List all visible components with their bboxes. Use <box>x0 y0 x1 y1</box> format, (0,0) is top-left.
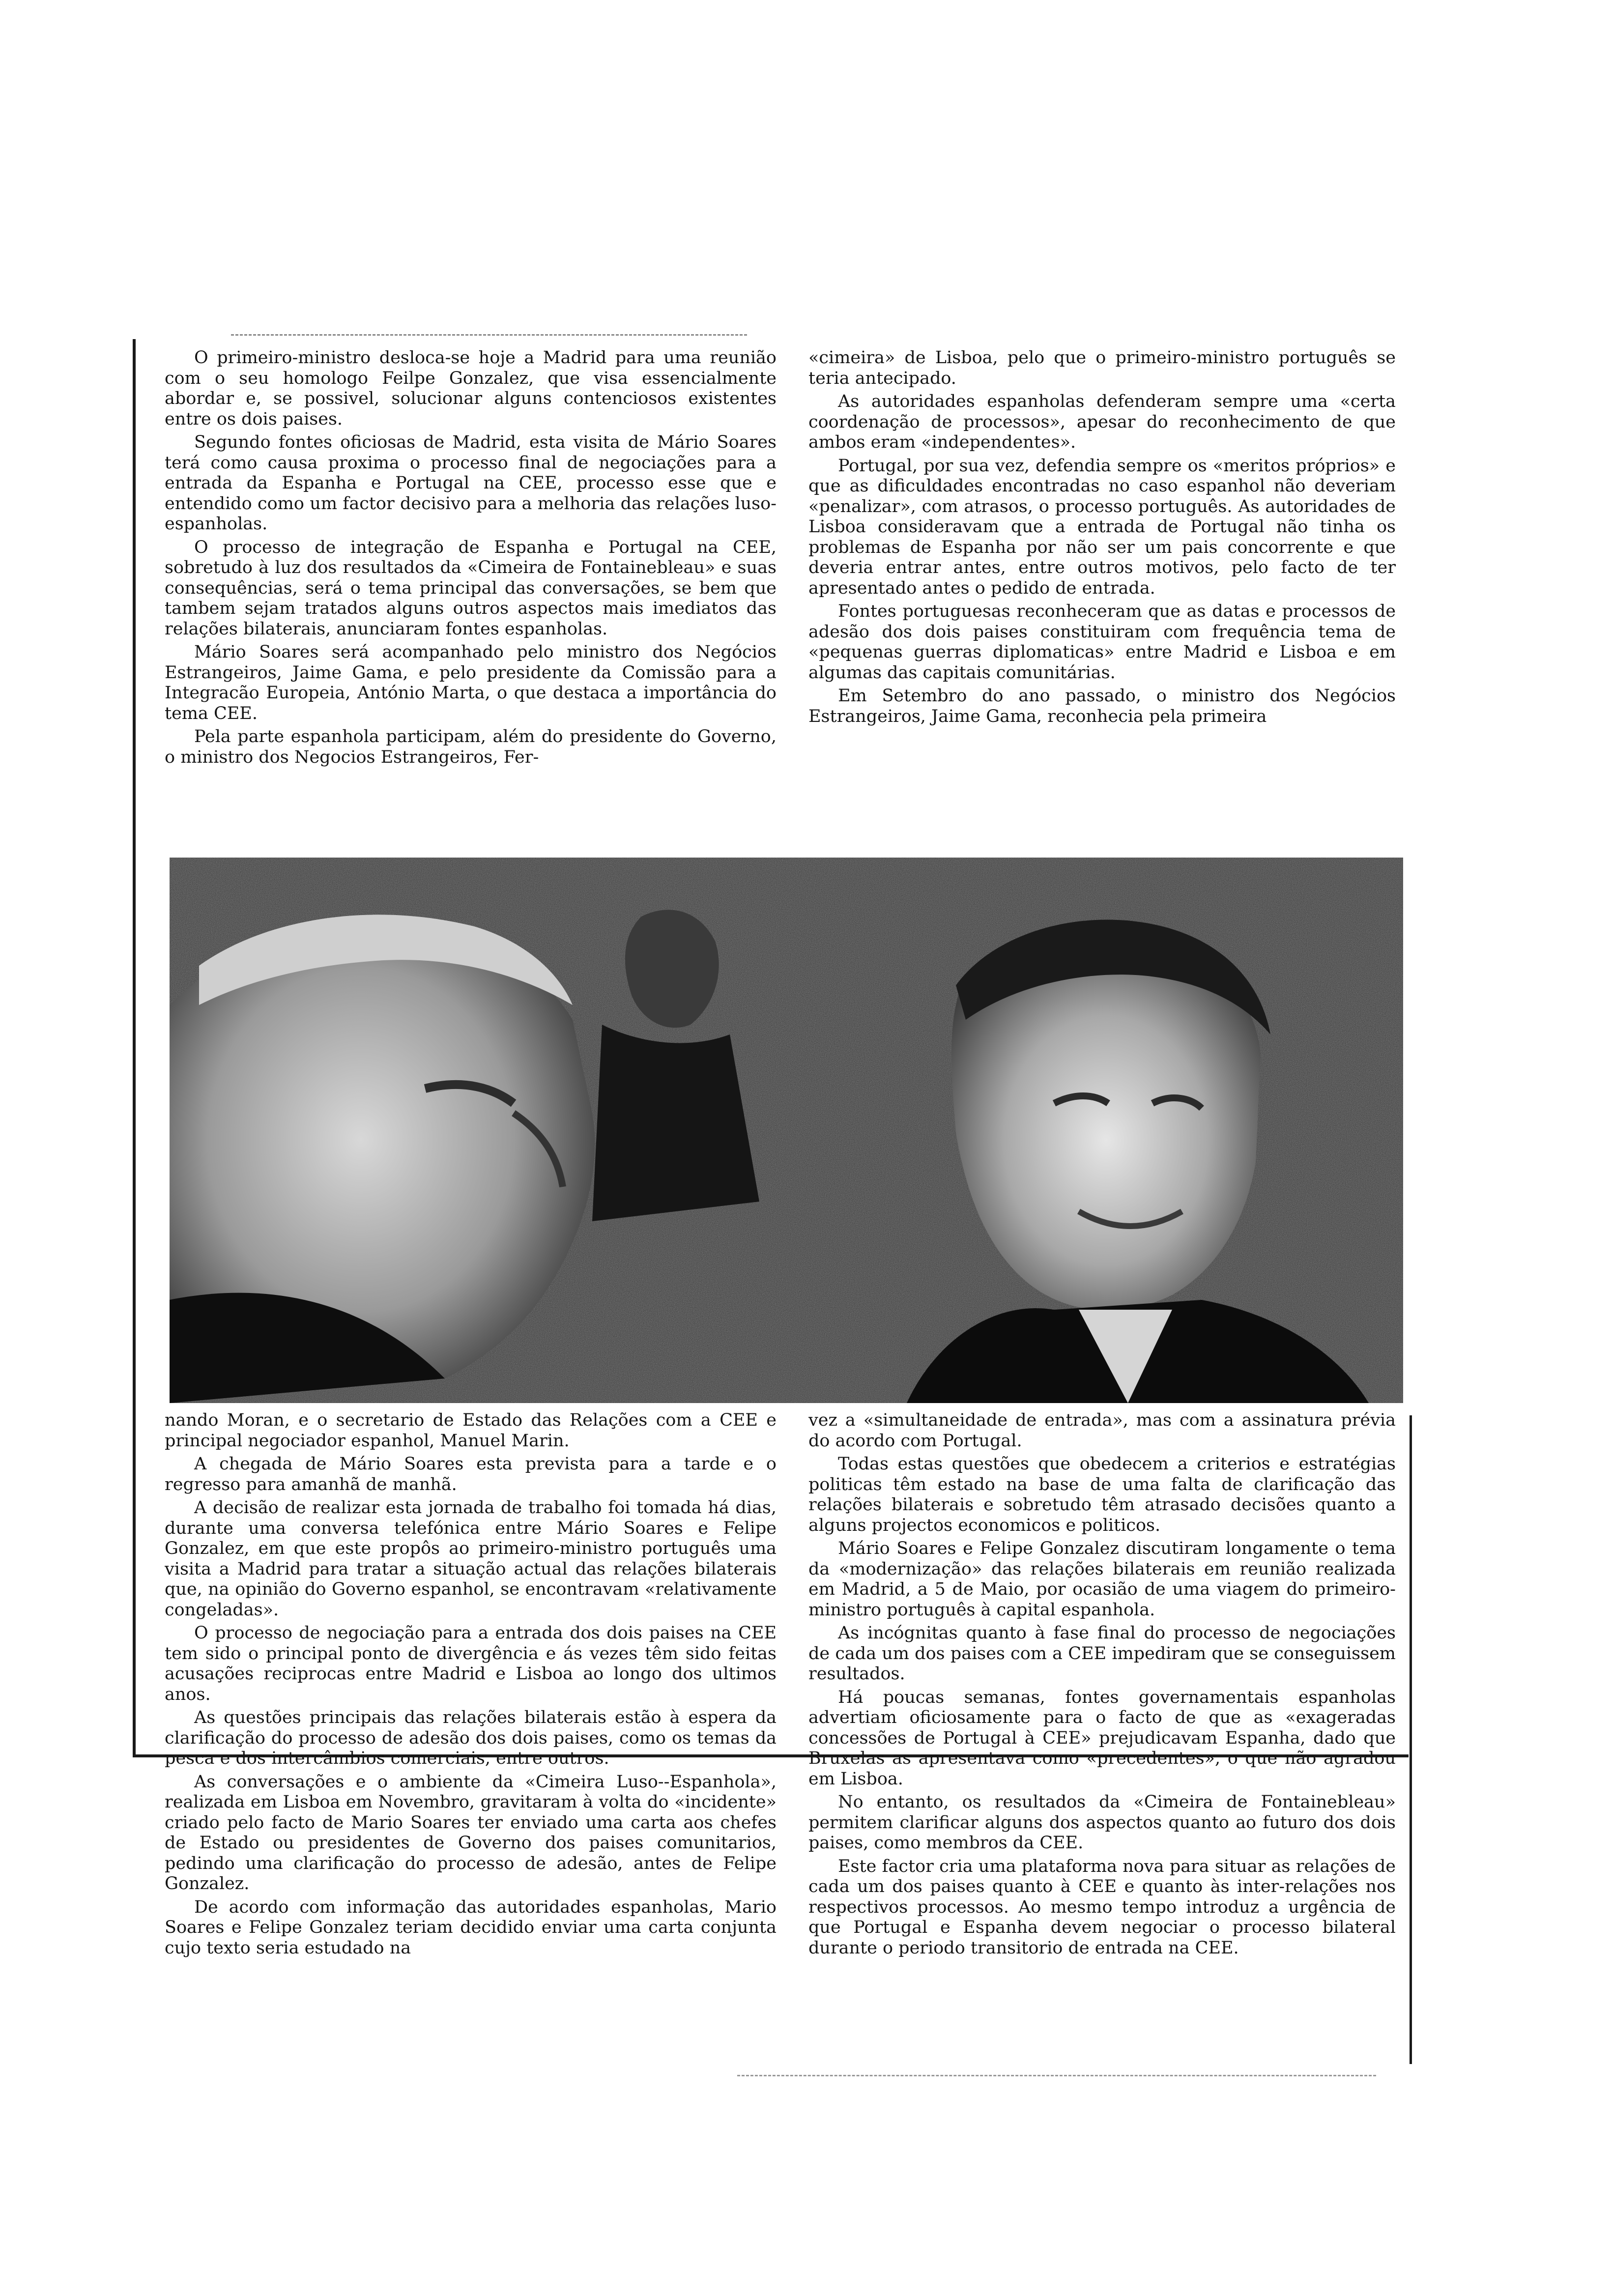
article-paragraph: O processo de negociação para a entrada dos dois paises na CEE tem sido o principal ponto de divergência e ás vezes têm sido feitas acusações reciprocas entre Madrid e Lisboa ao longo dos ultimos anos. <box>165 1623 777 1704</box>
article-paragraph: Este factor cria uma plataforma nova para situar as relações de cada um dos paises quanto à CEE e quanto às inter-relações nos respectivos processos. Ao mesmo tempo introduz a urgência de que Portugal e Espanha devem negociar o processo bilateral durante o periodo transitorio de entrada na CEE. <box>808 1856 1396 1958</box>
article-paragraph: Segundo fontes oficiosas de Madrid, esta visita de Mário Soares terá como causa proxima o processo final de negociações para a entrada da Espanha e Portugal na CEE, processo esse que e entendido como um factor decisivo para a melhoria das relações luso-espanholas. <box>165 432 777 534</box>
article-paragraph: As autoridades espanholas defenderam sempre uma «certa coordenação de processos», apesar do reconhecimento de que ambos eram «independentes». <box>808 392 1396 452</box>
clipping-right-rule <box>1410 1415 1412 2064</box>
article-paragraph: Pela parte espanhola participam, além do presidente do Governo, o ministro dos Negocios Estrangeiros, Fer- <box>165 727 777 767</box>
article-paragraph: No entanto, os resultados da «Cimeira de Fontainebleau» permitem clarificar alguns dos aspectos quanto ao futuro dos dois paises, como membros da CEE. <box>808 1792 1396 1853</box>
article-paragraph: «cimeira» de Lisboa, pelo que o primeiro-ministro português se teria antecipado. <box>808 348 1396 388</box>
article-paragraph: Portugal, por sua vez, defendia sempre os «meritos próprios» e que as dificuldades encontradas no caso espanhol não deveriam «penalizar», com atrasos, o processo português. As autoridades de Lisboa consideravam que a entrada de Portugal não tinha os problemas de Espanha por não ser um pais concorrente e que deveria entrar antes, entre outros motivos, pelo facto de ter apresentado antes o pedido de entrada. <box>808 456 1396 598</box>
article-paragraph: As questões principais das relações bilaterais estão à espera da clarificação do processo de adesão dos dois paises, como os temas da pesca e dos intercâmbios comerciais, entre outros. <box>165 1708 777 1768</box>
top-torn-edge <box>231 334 747 336</box>
article-paragraph: nando Moran, e o secretario de Estado das Relações com a CEE e principal negociador espanhol, Manuel Marin. <box>165 1410 777 1451</box>
article-paragraph: Fontes portuguesas reconheceram que as datas e processos de adesão dos dois paises constituiram com frequência tema de «pequenas guerras diplomaticas» entre Madrid e Lisboa e em algumas das capitais comunitárias. <box>808 602 1396 683</box>
article-paragraph: vez a «simultaneidade de entrada», mas com a assinatura prévia do acordo com Portugal. <box>808 1410 1396 1451</box>
article-paragraph: A decisão de realizar esta jornada de trabalho foi tomada há dias, durante uma conversa telefónica entre Mário Soares e Felipe Gonzalez, em que este propôs ao primeiro-ministro português uma visita a Madrid para tratar a situação actual das relações bilaterais que, na opinião do Governo espanhol, se encontravam «relativamente congeladas». <box>165 1498 777 1620</box>
article-paragraph: De acordo com informação das autoridades espanholas, Mario Soares e Felipe Gonzalez teriam decidido enviar uma carta conjunta cujo texto seria estudado na <box>165 1897 777 1958</box>
article-column-top-right <box>808 348 1396 854</box>
article-paragraph: Mário Soares e Felipe Gonzalez discutiram longamente o tema da «modernização» das relações bilaterais em reunião realizada em Madrid, a 5 de Maio, por ocasião de uma viagem do primeiro-ministro português à capital espanhola. <box>808 1539 1396 1620</box>
article-paragraph: Todas estas questões que obedecem a criterios e estratégias politicas têm estado na base de uma falta de clarificação das relações bilaterais e sobretudo têm atrasado decisões quanto a alguns projectos economicos e politicos. <box>808 1454 1396 1535</box>
article-paragraph: O primeiro-ministro desloca-se hoje a Madrid para uma reunião com o seu homologo Feilpe Gonzalez, que visa essencialmente abordar e, se possivel, solucionar alguns contenciosos existentes entre os dois paises. <box>165 348 777 429</box>
article-paragraph: A chegada de Mário Soares esta prevista para a tarde e o regresso para amanhã de manhã. <box>165 1454 777 1494</box>
article-paragraph: As incógnitas quanto à fase final do processo de negociações de cada um dos paises com a CEE impediram que se conseguissem resultados. <box>808 1623 1396 1684</box>
photo-illustration <box>170 858 1403 1403</box>
article-paragraph: As conversações e o ambiente da «Cimeira Luso--Espanhola», realizada em Lisboa em Novembro, gravitaram à volta do «incidente» criado pelo facto de Mario Soares ter enviado uma carta aos chefes de Estado ou presidentes de Governo dos paises comunitarios, pedindo uma clarificação do processo de adesão, antes de Felipe Gonzalez. <box>165 1772 777 1894</box>
article-paragraph: O processo de integração de Espanha e Portugal na CEE, sobretudo à luz dos resultados da «Cimeira de Fontainebleau» e suas consequências, será o tema principal das conversações, se bem que tambem sejam tratados alguns outros aspectos mais imediatos das relações bilaterais, anunciaram fontes espanholas. <box>165 537 777 639</box>
article-column-bottom-right <box>808 1410 1396 2059</box>
bottom-torn-edge <box>737 2075 1376 2076</box>
news-photo <box>170 858 1403 1403</box>
article-paragraph: Em Setembro do ano passado, o ministro dos Negócios Estrangeiros, Jaime Gama, reconhecia pela primeira <box>808 686 1396 726</box>
article-column-bottom-left <box>165 1410 777 2059</box>
article-paragraph: Há poucas semanas, fontes governamentais espanholas advertiam oficiosamente para o facto de que as «exageradas concessões de Portugal à CEE» prejudicavam Espanha, dado que Bruxelas as apresentava como «precedentes», o que não agradou em Lisboa. <box>808 1687 1396 1789</box>
article-column-top-left <box>165 348 777 854</box>
article-paragraph: Mário Soares será acompanhado pelo ministro dos Negócios Estrangeiros, Jaime Gama, e pelo presidente da Comissão para a Integracão Europeia, António Marta, o que destaca a importância do tema CEE. <box>165 642 777 723</box>
